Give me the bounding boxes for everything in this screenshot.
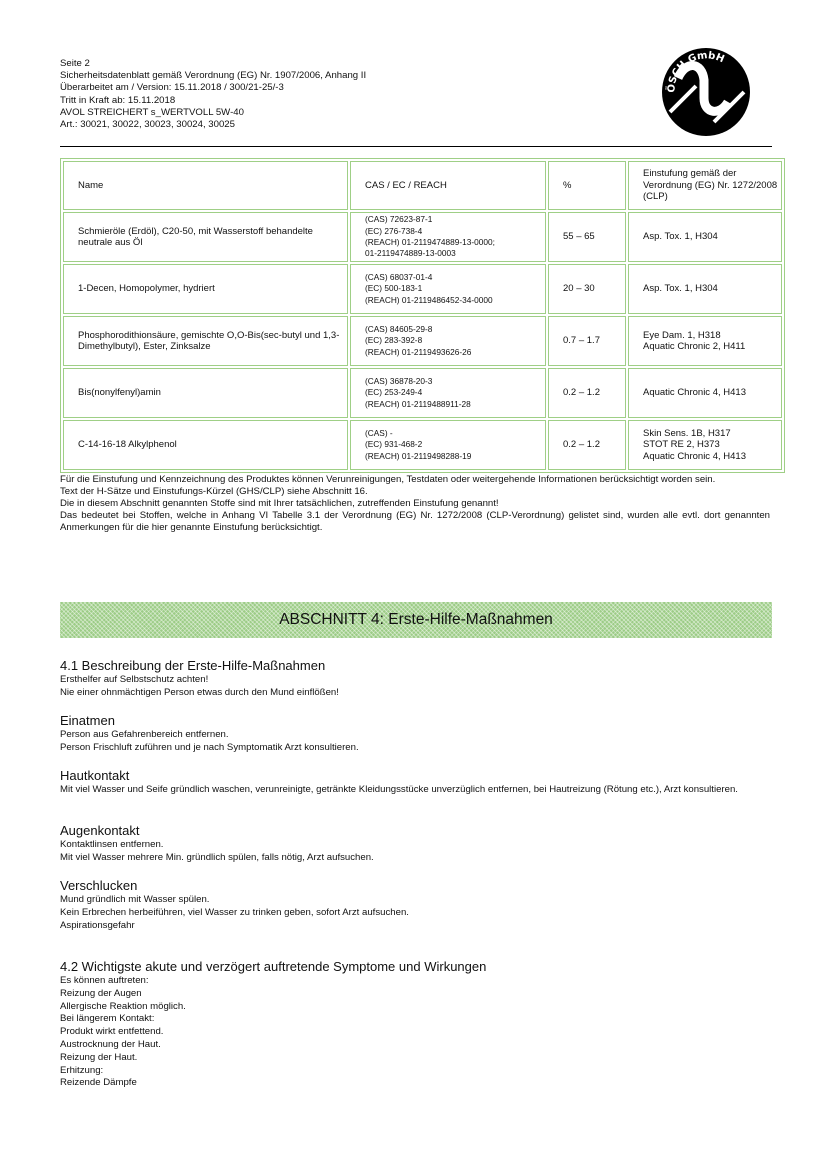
section-augenkontakt	[60, 823, 770, 865]
revision-line: Überarbeitet am / Version: 15.11.2018 / 300/21-25/-3	[60, 82, 284, 94]
reach-number: (REACH) 01-2119493626-26	[365, 346, 472, 357]
substance-name: Schmieröle (Erdöl), C20-50, mit Wasserstoff behandelte neutrale aus Öl	[63, 212, 348, 262]
reach-number: (REACH) 01-2119488911-28	[365, 398, 471, 409]
section-4-1	[60, 658, 770, 700]
ec-number: (EC) 931-468-2	[365, 439, 423, 450]
table-notes	[60, 474, 770, 534]
substance-name: C-14-16-18 Alkylphenol	[63, 420, 348, 470]
table-row	[63, 420, 782, 470]
ec-number: (EC) 253-249-4	[365, 387, 423, 398]
substance-percent: 55 – 65	[548, 212, 626, 262]
body-line: Produkt wirkt entfettend.	[60, 1026, 164, 1038]
classification-entry: Eye Dam. 1, H318	[643, 329, 721, 341]
body-line: Erhitzung:	[60, 1064, 104, 1076]
ec-number: (EC) 276-738-4	[365, 225, 423, 236]
substance-name: Bis(nonylfenyl)amin	[63, 368, 348, 418]
composition-table	[60, 158, 785, 473]
reach-number: (REACH) 01-2119486452-34-0000	[365, 294, 493, 305]
body-line: Es können auftreten:	[60, 975, 149, 986]
column-header-classification: Einstufung gemäß der Verordnung (EG) Nr. 1272/2008 (CLP)	[628, 161, 782, 210]
substance-ids	[350, 368, 546, 418]
substance-name: 1-Decen, Homopolymer, hydriert	[63, 264, 348, 314]
product-name-line: AVOL STREICHERT s_WERTVOLL 5W-40	[60, 106, 244, 118]
body-line: Ersthelfer auf Selbstschutz achten!	[60, 674, 209, 685]
subsection-heading: Einatmen	[60, 713, 115, 728]
reach-number: (REACH) 01-2119498288-19	[365, 450, 472, 461]
classification-entry: Aquatic Chronic 2, H411	[643, 341, 746, 352]
body-line: Person aus Gefahrenbereich entfernen.	[60, 729, 229, 740]
body-line: Bei längerem Kontakt:	[60, 1013, 155, 1025]
note-paragraph: Die in diesem Abschnitt genannten Stoffe sind mit Ihrer tatsächlichen, zutreffenden Einstufung genannt!	[60, 498, 499, 509]
effective-date-line: Tritt in Kraft ab: 15.11.2018	[60, 94, 176, 106]
section-verschlucken	[60, 878, 770, 932]
body-line: Allergische Reaktion möglich.	[60, 1000, 186, 1012]
body-line: Aspirationsgefahr	[60, 919, 135, 931]
table-row	[63, 264, 782, 314]
ec-number: (EC) 283-392-8	[365, 335, 423, 346]
body-line: Reizung der Haut.	[60, 1051, 138, 1063]
classification-entry: Asp. Tox. 1, H304	[643, 283, 718, 295]
reach-number: (REACH) 01-2119474889-13-0000;	[365, 237, 495, 247]
page-number: Seite 2	[60, 58, 90, 69]
body-line: Kein Erbrechen herbeiführen, viel Wasser zu trinken geben, sofort Arzt aufsuchen.	[60, 906, 409, 918]
section-4-banner: ABSCHNITT 4: Erste-Hilfe-Maßnahmen	[60, 602, 772, 638]
column-header-ids: CAS / EC / REACH	[350, 161, 546, 210]
note-paragraph: Das bedeutet bei Stoffen, welche in Anhang VI Tabelle 3.1 der Verordnung (EG) Nr. 1272/2008 (CLP-Verordnung) gelistet sind, wurden alle evtl. dort genannten Anmerkungen für die hier genannte Einstufung berücksichtigt.	[60, 510, 770, 533]
document-header	[60, 58, 366, 131]
subsection-heading: Verschlucken	[60, 878, 138, 893]
ec-number: (EC) 500-183-1	[365, 283, 423, 294]
reach-number-2: 01-2119474889-13-0003	[365, 248, 456, 259]
section-heading: 4.2 Wichtigste akute und verzögert auftretende Symptome und Wirkungen	[60, 959, 487, 974]
substance-percent: 20 – 30	[548, 264, 626, 314]
classification-entry: Asp. Tox. 1, H304	[643, 231, 718, 243]
body-line: Nie einer ohnmächtigen Person etwas durch den Mund einflößen!	[60, 686, 339, 698]
section-einatmen	[60, 713, 770, 755]
substance-name: Phosphorodithionsäure, gemischte O,O-Bis(sec-butyl und 1,3-Dimethylbutyl), Ester, Zinksalze	[63, 316, 348, 366]
substance-classification	[628, 212, 782, 262]
section-heading: 4.1 Beschreibung der Erste-Hilfe-Maßnahmen	[60, 658, 326, 673]
table-row	[63, 316, 782, 366]
substance-classification	[628, 316, 782, 366]
cas-number: (CAS) 84605-29-8	[365, 323, 433, 334]
section-4-2	[60, 959, 770, 1090]
subsection-heading: Augenkontakt	[60, 823, 140, 838]
header-divider	[60, 146, 772, 147]
body-line: Person Frischluft zuführen und je nach Symptomatik Arzt konsultieren.	[60, 741, 359, 753]
body-line: Mit viel Wasser mehrere Min. gründlich spülen, falls nötig, Arzt aufsuchen.	[60, 851, 374, 863]
cas-number: (CAS) 36878-20-3	[365, 375, 433, 386]
substance-ids	[350, 212, 546, 262]
cas-number: (CAS) -	[365, 427, 393, 438]
classification-entry: Aquatic Chronic 4, H413	[643, 450, 746, 462]
classification-entry: Aquatic Chronic 4, H413	[643, 387, 746, 399]
table-header-row	[63, 161, 782, 210]
body-line: Mund gründlich mit Wasser spülen.	[60, 894, 210, 905]
note-paragraph: Für die Einstufung und Kennzeichnung des Produktes können Verunreinigungen, Testdaten oder weitergehende Informationen berücksichtigt worden sein.	[60, 474, 716, 485]
cas-number: (CAS) 68037-01-4	[365, 271, 433, 282]
regulation-line: Sicherheitsdatenblatt gemäß Verordnung (EG) Nr. 1907/2006, Anhang II	[60, 70, 367, 82]
body-line: Reizung der Augen	[60, 987, 142, 999]
article-numbers-line: Art.: 30021, 30022, 30023, 30024, 30025	[60, 119, 235, 131]
body-line: Kontaktlinsen entfernen.	[60, 839, 164, 850]
substance-percent: 0.2 – 1.2	[548, 420, 626, 470]
section-hautkontakt	[60, 768, 770, 797]
note-paragraph: Text der H-Sätze und Einstufungs-Kürzel (GHS/CLP) siehe Abschnitt 16.	[60, 486, 368, 497]
substance-classification	[628, 368, 782, 418]
body-line: Austrocknung der Haut.	[60, 1038, 161, 1050]
cas-number: (CAS) 72623-87-1	[365, 214, 433, 225]
classification-entry: Skin Sens. 1B, H317	[643, 427, 731, 439]
substance-classification	[628, 264, 782, 314]
substance-ids	[350, 420, 546, 470]
substance-ids	[350, 264, 546, 314]
substance-classification	[628, 420, 782, 470]
table-row	[63, 212, 782, 262]
table-row	[63, 368, 782, 418]
substance-percent: 0.7 – 1.7	[548, 316, 626, 366]
column-header-name: Name	[63, 161, 348, 210]
body-line: Mit viel Wasser und Seife gründlich waschen, verunreinigte, getränkte Kleidungsstücke unverzüglich entfernen, bei Hautreizung (Rötung etc.), Arzt konsultieren.	[60, 784, 738, 795]
subsection-heading: Hautkontakt	[60, 768, 130, 783]
substance-ids	[350, 316, 546, 366]
column-header-percent: %	[548, 161, 626, 210]
logo-text: ÖSCH GmbH	[666, 50, 726, 93]
classification-entry: STOT RE 2, H373	[643, 439, 720, 451]
company-logo	[656, 40, 756, 140]
body-line: Reizende Dämpfe	[60, 1077, 137, 1089]
substance-percent: 0.2 – 1.2	[548, 368, 626, 418]
